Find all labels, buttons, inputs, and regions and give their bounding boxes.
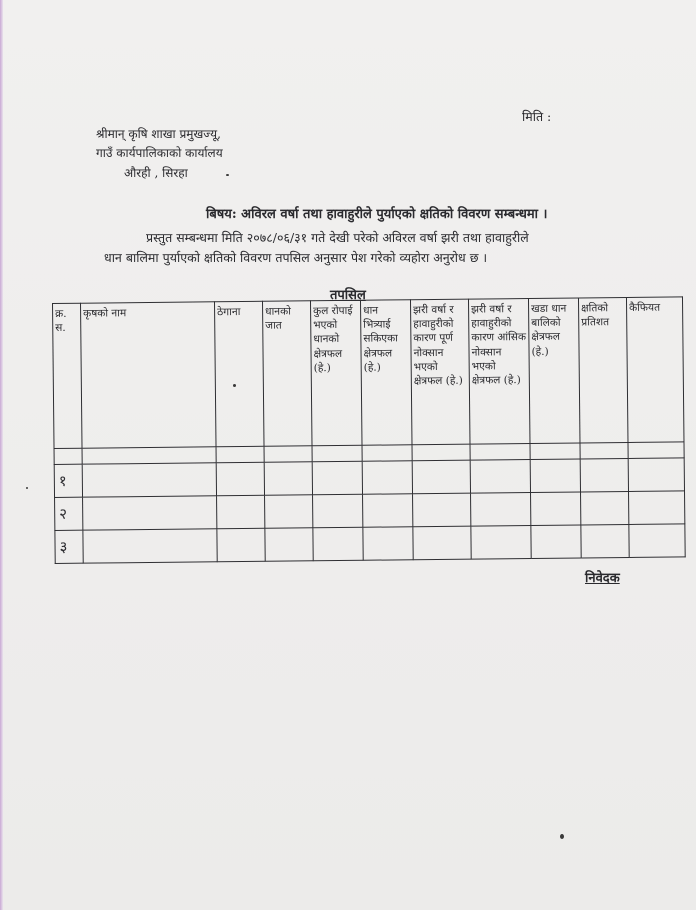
signer-label: निवेदक: [585, 571, 620, 586]
table-row: [55, 524, 685, 564]
table-header-row: [53, 297, 684, 449]
header-rice-variety: धानको जात: [262, 301, 312, 446]
row-serial: २: [55, 497, 83, 530]
header-full-loss-area: झरी वर्षा र हावाहुरीको कारण पूर्ण नोक्सान भएको क्षेत्रफल (हे.): [410, 299, 470, 445]
recipient-line-3: औरही , सिरहा: [124, 166, 188, 180]
header-total-planted-area: कुल रोपाई भएको धानको क्षेत्रफल (हे.): [310, 300, 362, 446]
header-farmer-name: कृषको नाम: [81, 302, 217, 448]
header-harvested-area: धान भित्र्याई सकिएका क्षेत्रफल (हे.): [360, 300, 412, 446]
scan-speck: [226, 174, 229, 176]
damage-table: [52, 296, 685, 556]
body-line-1: प्रस्तुत सम्बन्धमा मिति २०७८/०६/३१ गते देखी परेको अविरल वर्षा झरी तथा हावाहुरीले: [146, 230, 529, 245]
recipient-line-1: श्रीमान् कृषि शाखा प्रमुखज्यू,: [96, 127, 221, 141]
scan-speck: [233, 384, 236, 387]
header-address: ठेगाना: [214, 301, 264, 446]
body-line-2: धान बालिमा पुर्याएको क्षतिको विवरण तपसिल अनुसार पेश गरेको व्यहोरा अनुरोध छ ।: [104, 250, 488, 265]
page-edge: [0, 0, 3, 910]
header-damage-percent: क्षतिको प्रतिशत: [578, 297, 628, 442]
header-standing-crop-area: खडा धान बालिको क्षेत्रफल (हे.): [528, 298, 580, 444]
scan-speck: [26, 487, 28, 489]
header-remarks: कैफियत: [626, 297, 684, 443]
scan-speck: [560, 834, 564, 839]
row-serial: ३: [55, 530, 83, 563]
header-partial-loss-area: झरी वर्षा र हावाहुरीको कारण आंसिक नोक्सान भएको क्षेत्रफल (हे.): [468, 299, 530, 445]
recipient-line-2: गाउँ कार्यपालिकाको कार्यालय: [96, 146, 223, 160]
date-label: मिति :: [522, 109, 552, 124]
row-serial: १: [54, 464, 82, 497]
annex-title: तपसिल: [330, 288, 366, 303]
header-serial: क्र. स.: [53, 303, 83, 448]
subject-line: बिषय: अविरल वर्षा तथा हावाहुरीले पुर्याएको क्षतिको विवरण सम्बन्धमा ।: [206, 207, 548, 222]
